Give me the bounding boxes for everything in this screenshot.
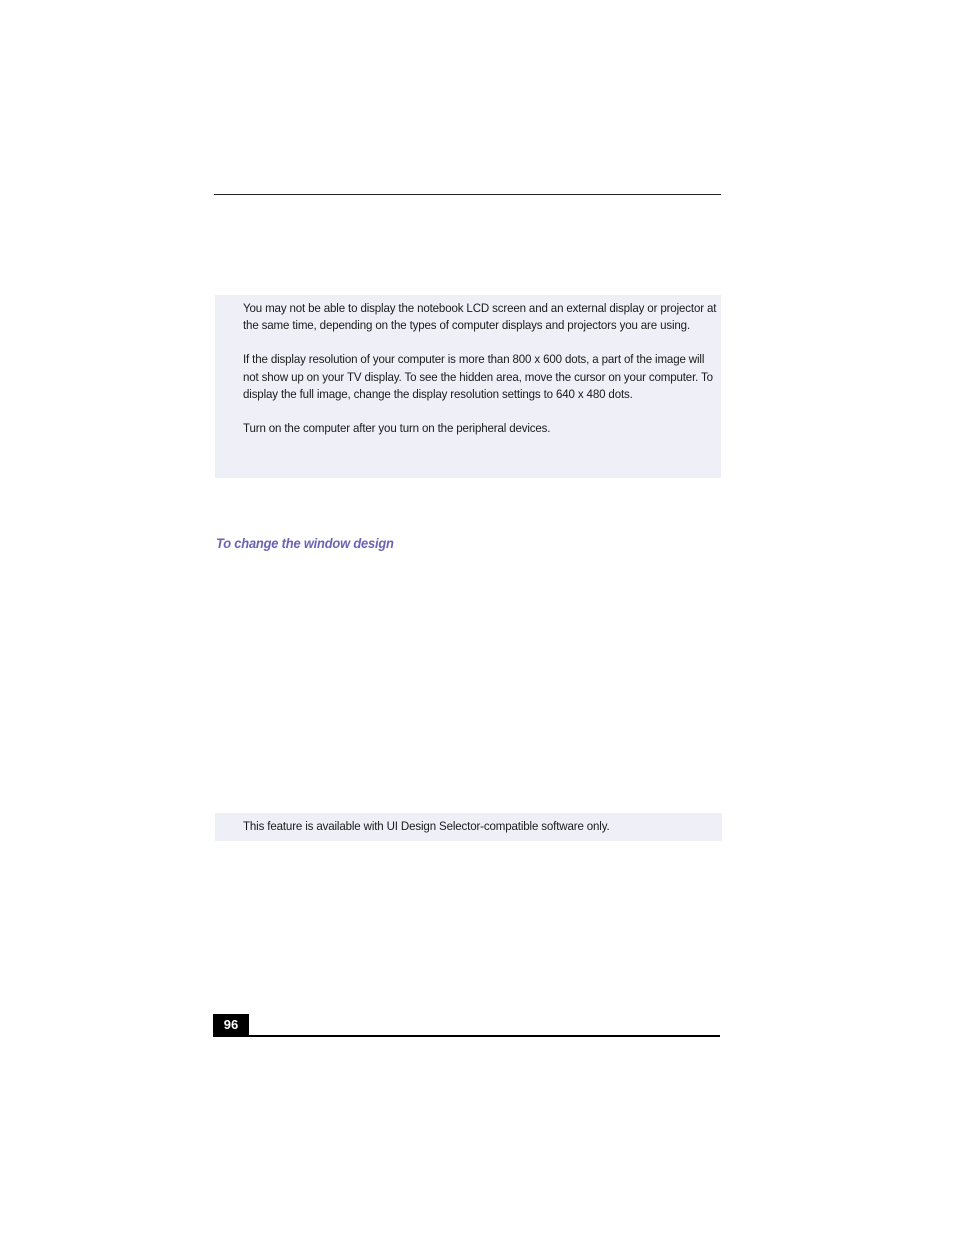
note-paragraph: This feature is available with UI Design Selector-compatible software only.: [243, 819, 610, 833]
note-box-ui-design: [215, 813, 722, 841]
note-box-display: [215, 295, 721, 478]
section-heading: To change the window design: [216, 535, 394, 551]
page-number: 96: [213, 1014, 249, 1036]
header-rule: [214, 194, 721, 195]
note-paragraph: Turn on the computer after you turn on the peripheral devices.: [243, 421, 551, 436]
note-paragraph: If the display resolution of your computer is more than 800 x 600 dots, a part of the image will not show up on your TV display. To see the hidden area, move the cursor on your computer. To display the full image, change the display resolution settings to 640 x 480 dots.: [243, 352, 713, 401]
footer-rule: [213, 1035, 720, 1037]
note-paragraph: You may not be able to display the notebook LCD screen and an external display or projector at the same time, depending on the types of computer displays and projectors you are using.: [243, 301, 717, 333]
